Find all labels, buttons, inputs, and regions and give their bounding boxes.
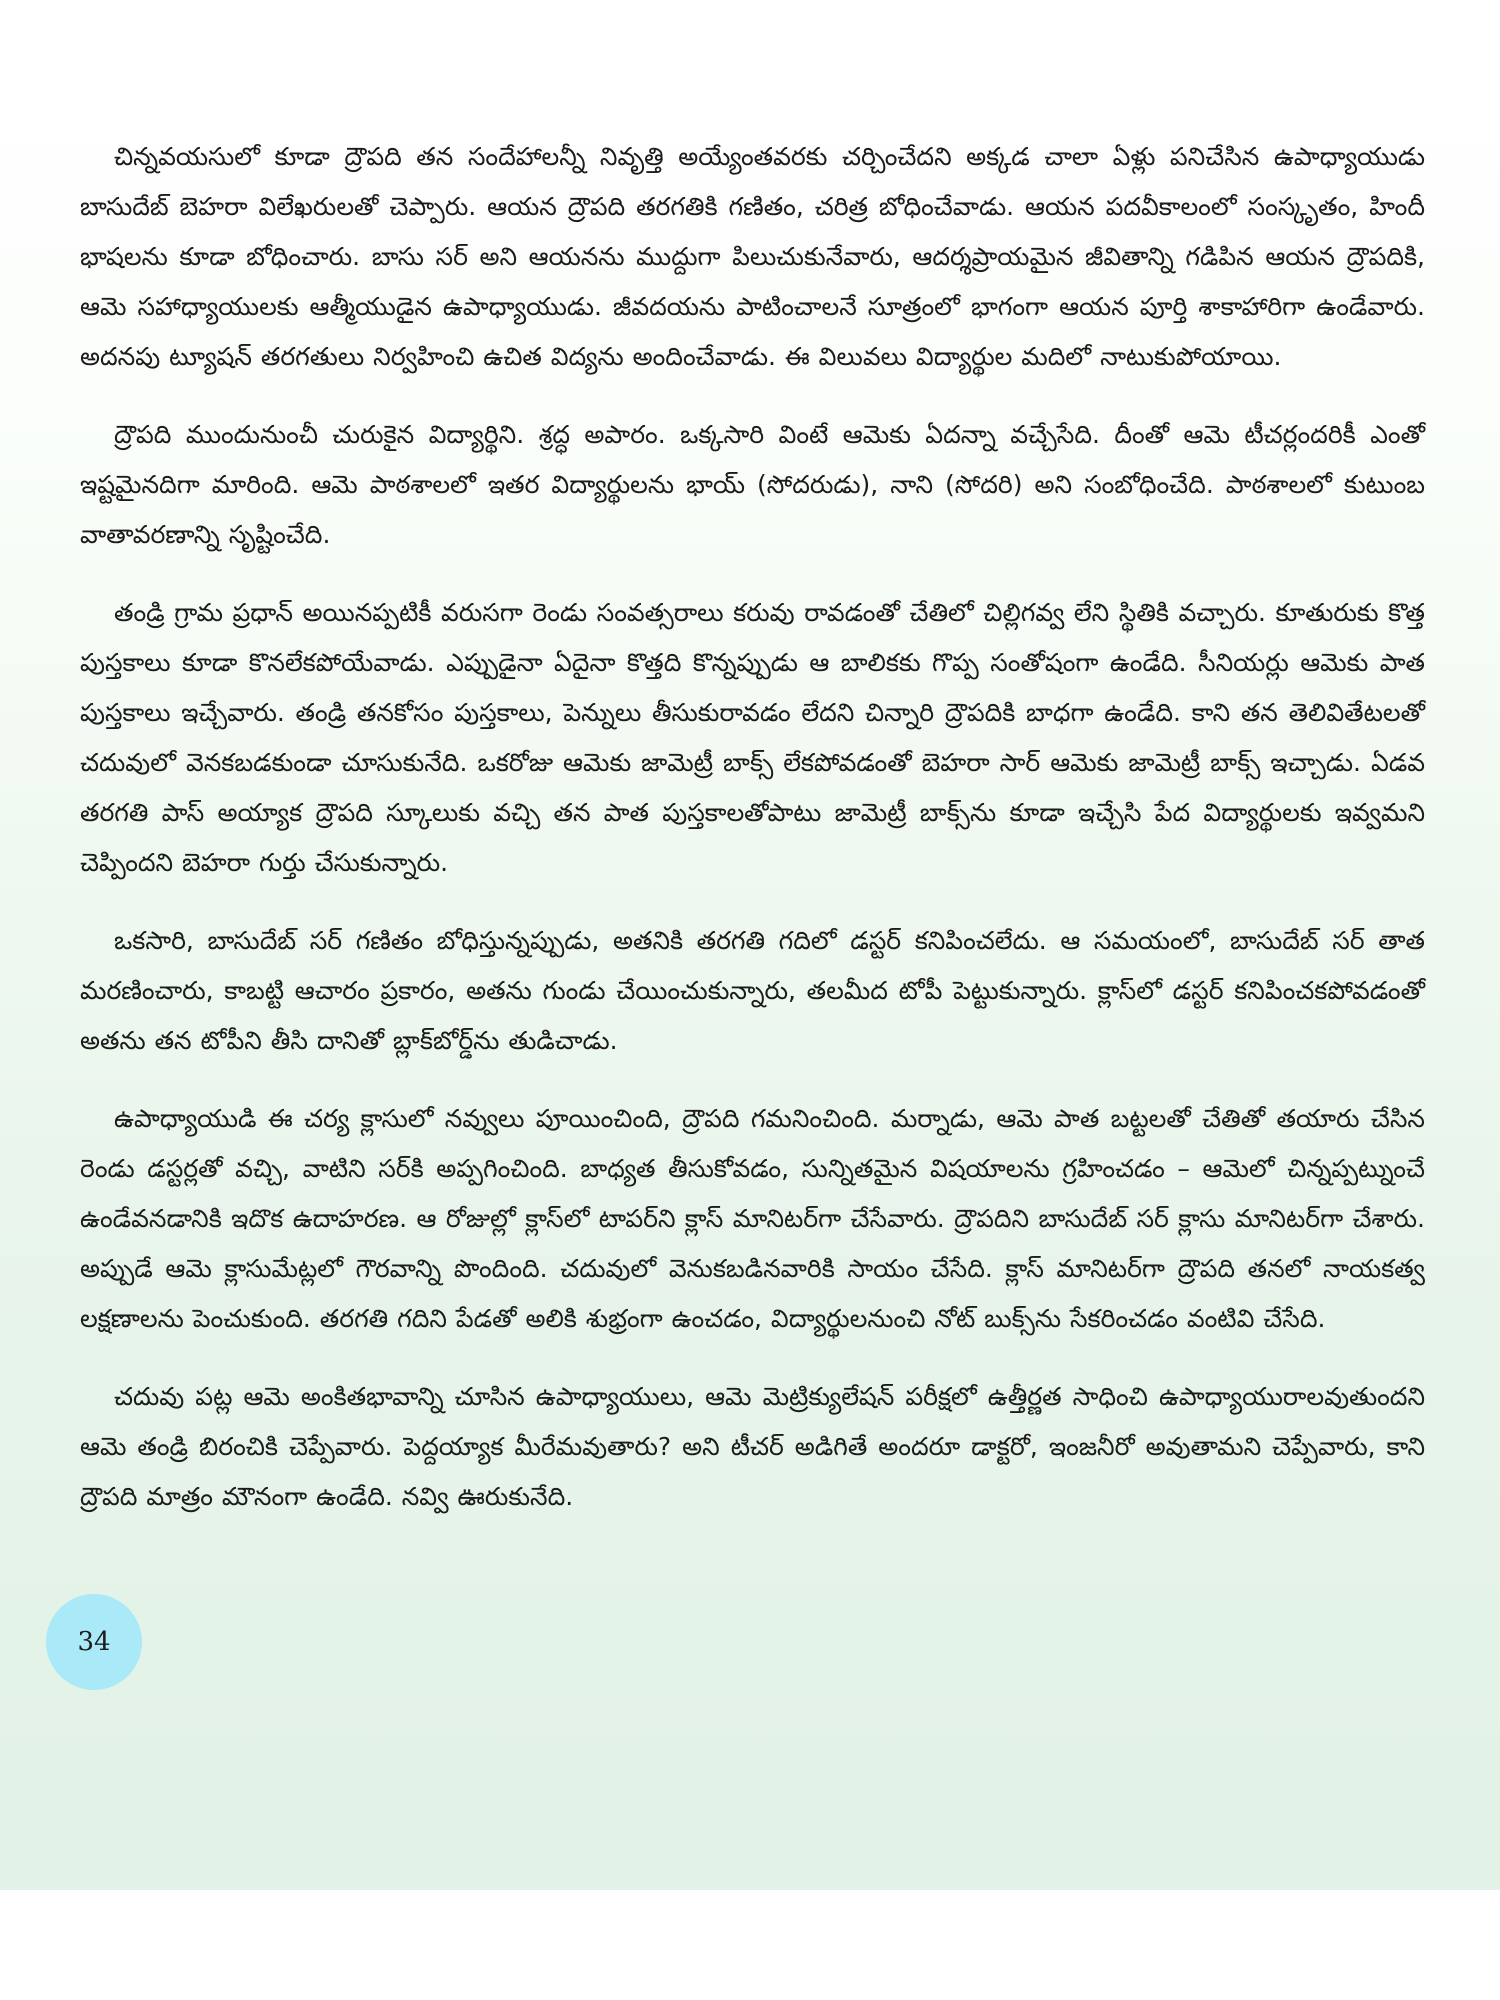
paragraph-5: ఉపాధ్యాయుడి ఈ చర్య క్లాసులో నవ్వులు పూయించింది, ద్రౌపది గమనించింది. మర్నాడు, ఆమె పాత బట్టలతో చేతితో తయారు చేసిన రెండు డస్టర్లతో వచ్చి, వాటిని సర్‌కి అప్పగించింది. బాధ్యత తీసుకోవడం, సున్నితమైన విషయాలను గ్రహించడం – ఆమెలో చిన్నప్పట్నుంచే ఉండేవనడానికి ఇదొక ఉదాహరణ. ఆ రోజుల్లో క్లాస్‌లో టాపర్‌ని క్లాస్ మానిటర్‌గా చేసేవారు. ద్రౌపదిని బాసుదేబ్ సర్ క్లాసు మానిటర్‌గా చేశారు. అప్పుడే ఆమె క్లాసుమేట్లలో గౌరవాన్ని పొందింది. చదువులో వెనుకబడినవారికి సాయం చేసేది. క్లాస్ మానిటర్‌గా ద్రౌపది తనలో నాయకత్వ లక్షణాలను పెంచుకుంది. తరగతి గదిని పేడతో అలికి శుభ్రంగా ఉంచడం, విద్యార్థులనుంచి నోట్ బుక్స్‌ను సేకరించడం వంటివి చేసేది. (80, 1104, 1425, 1333)
page-number-badge (46, 1594, 142, 1690)
paragraph-3: తండ్రి గ్రామ ప్రధాన్ అయినప్పటికీ వరుసగా రెండు సంవత్సరాలు కరువు రావడంతో చేతిలో చిల్లిగవ్వ లేని స్థితికి వచ్చారు. కూతురుకు కొత్త పుస్తకాలు కూడా కొనలేకపోయేవాడు. ఎప్పుడైనా ఏదైనా కొత్తది కొన్నప్పుడు ఆ బాలికకు గొప్ప సంతోషంగా ఉండేది. సీనియర్లు ఆమెకు పాత పుస్తకాలు ఇచ్చేవారు. తండ్రి తనకోసం పుస్తకాలు, పెన్నులు తీసుకురావడం లేదని చిన్నారి ద్రౌపదికి బాధగా ఉండేది. కాని తన తెలివితేటలతో చదువులో వెనకబడకుండా చూసుకునేది. ఒకరోజు ఆమెకు జామెట్రీ బాక్స్ లేకపోవడంతో బెహరా సార్ ఆమెకు జామెట్రీ బాక్స్ ఇచ్చాడు. ఏడవ తరగతి పాస్ అయ్యాక ద్రౌపది స్కూలుకు వచ్చి తన పాత పుస్తకాలతోపాటు జామెట్రీ బాక్స్‌ను కూడా ఇచ్చేసి పేద విద్యార్థులకు ఇవ్వమని చెప్పిందని బెహరా గుర్తు చేసుకున్నారు. (80, 598, 1425, 877)
paragraph-1: చిన్నవయసులో కూడా ద్రౌపది తన సందేహాలన్నీ నివృత్తి అయ్యేంతవరకు చర్చించేదని అక్కడ చాలా ఏళ్లు పనిచేసిన ఉపాధ్యాయుడు బాసుదేబ్ బెహరా విలేఖరులతో చెప్పారు. ఆయన ద్రౌపది తరగతికి గణితం, చరిత్ర బోధించేవాడు. ఆయన పదవీకాలంలో సంస్కృతం, హిందీ భాషలను కూడా బోధించారు. బాసు సర్ అని ఆయనను ముద్దుగా పిలుచుకునేవారు, ఆదర్శప్రాయమైన జీవితాన్ని గడిపిన ఆయన ద్రౌపదికి, ఆమె సహాధ్యాయులకు ఆత్మీయుడైన ఉపాధ్యాయుడు. జీవదయను పాటించాలనే సూత్రంలో భాగంగా ఆయన పూర్తి శాకాహారిగా ఉండేవారు. అదనపు ట్యూషన్ తరగతులు నిర్వహించి ఉచిత విద్యను అందించేవాడు. ఈ విలువలు విద్యార్థుల మదిలో నాటుకుపోయాయి. (80, 142, 1425, 371)
paragraph-4: ఒకసారి, బాసుదేబ్ సర్ గణితం బోధిస్తున్నప్పుడు, అతనికి తరగతి గదిలో డస్టర్ కనిపించలేదు. ఆ సమయంలో, బాసుదేబ్ సర్ తాత మరణించారు, కాబట్టి ఆచారం ప్రకారం, అతను గుండు చేయించుకున్నారు, తలమీద టోపీ పెట్టుకున్నారు. క్లాస్‌లో డస్టర్ కనిపించకపోవడంతో అతను తన టోపీని తీసి దానితో బ్లాక్‌బోర్డ్‌ను తుడిచాడు. (80, 926, 1425, 1055)
paragraph-6: చదువు పట్ల ఆమె అంకితభావాన్ని చూసిన ఉపాధ్యాయులు, ఆమె మెట్రిక్యులేషన్ పరీక్షలో ఉత్తీర్ణత సాధించి ఉపాధ్యాయురాలవుతుందని ఆమె తండ్రి బిరంచికి చెప్పేవారు. పెద్దయ్యాక మీరేమవుతారు? అని టీచర్ అడిగితే అందరూ డాక్టరో, ఇంజనీరో అవుతామని చెప్పేవారు, కాని ద్రౌపది మాత్రం మౌనంగా ఉండేది. నవ్వి ఊరుకునేది. (80, 1382, 1425, 1511)
body-text (80, 132, 1425, 1550)
page-number: 34 (77, 1627, 111, 1657)
paragraph-2: ద్రౌపది ముందునుంచీ చురుకైన విద్యార్థిని. శ్రద్ధ అపారం. ఒక్కసారి వింటే ఆమెకు ఏదన్నా వచ్చేసేది. దీంతో ఆమె టీచర్లందరికీ ఎంతో ఇష్టమైనదిగా మారింది. ఆమె పాఠశాలలో ఇతర విద్యార్థులను భాయ్ (సోదరుడు), నాని (సోదరి) అని సంబోధించేది. పాఠశాలలో కుటుంబ వాతావరణాన్ని సృష్టించేది. (80, 420, 1425, 549)
page-bottom-margin (0, 1890, 1500, 2000)
